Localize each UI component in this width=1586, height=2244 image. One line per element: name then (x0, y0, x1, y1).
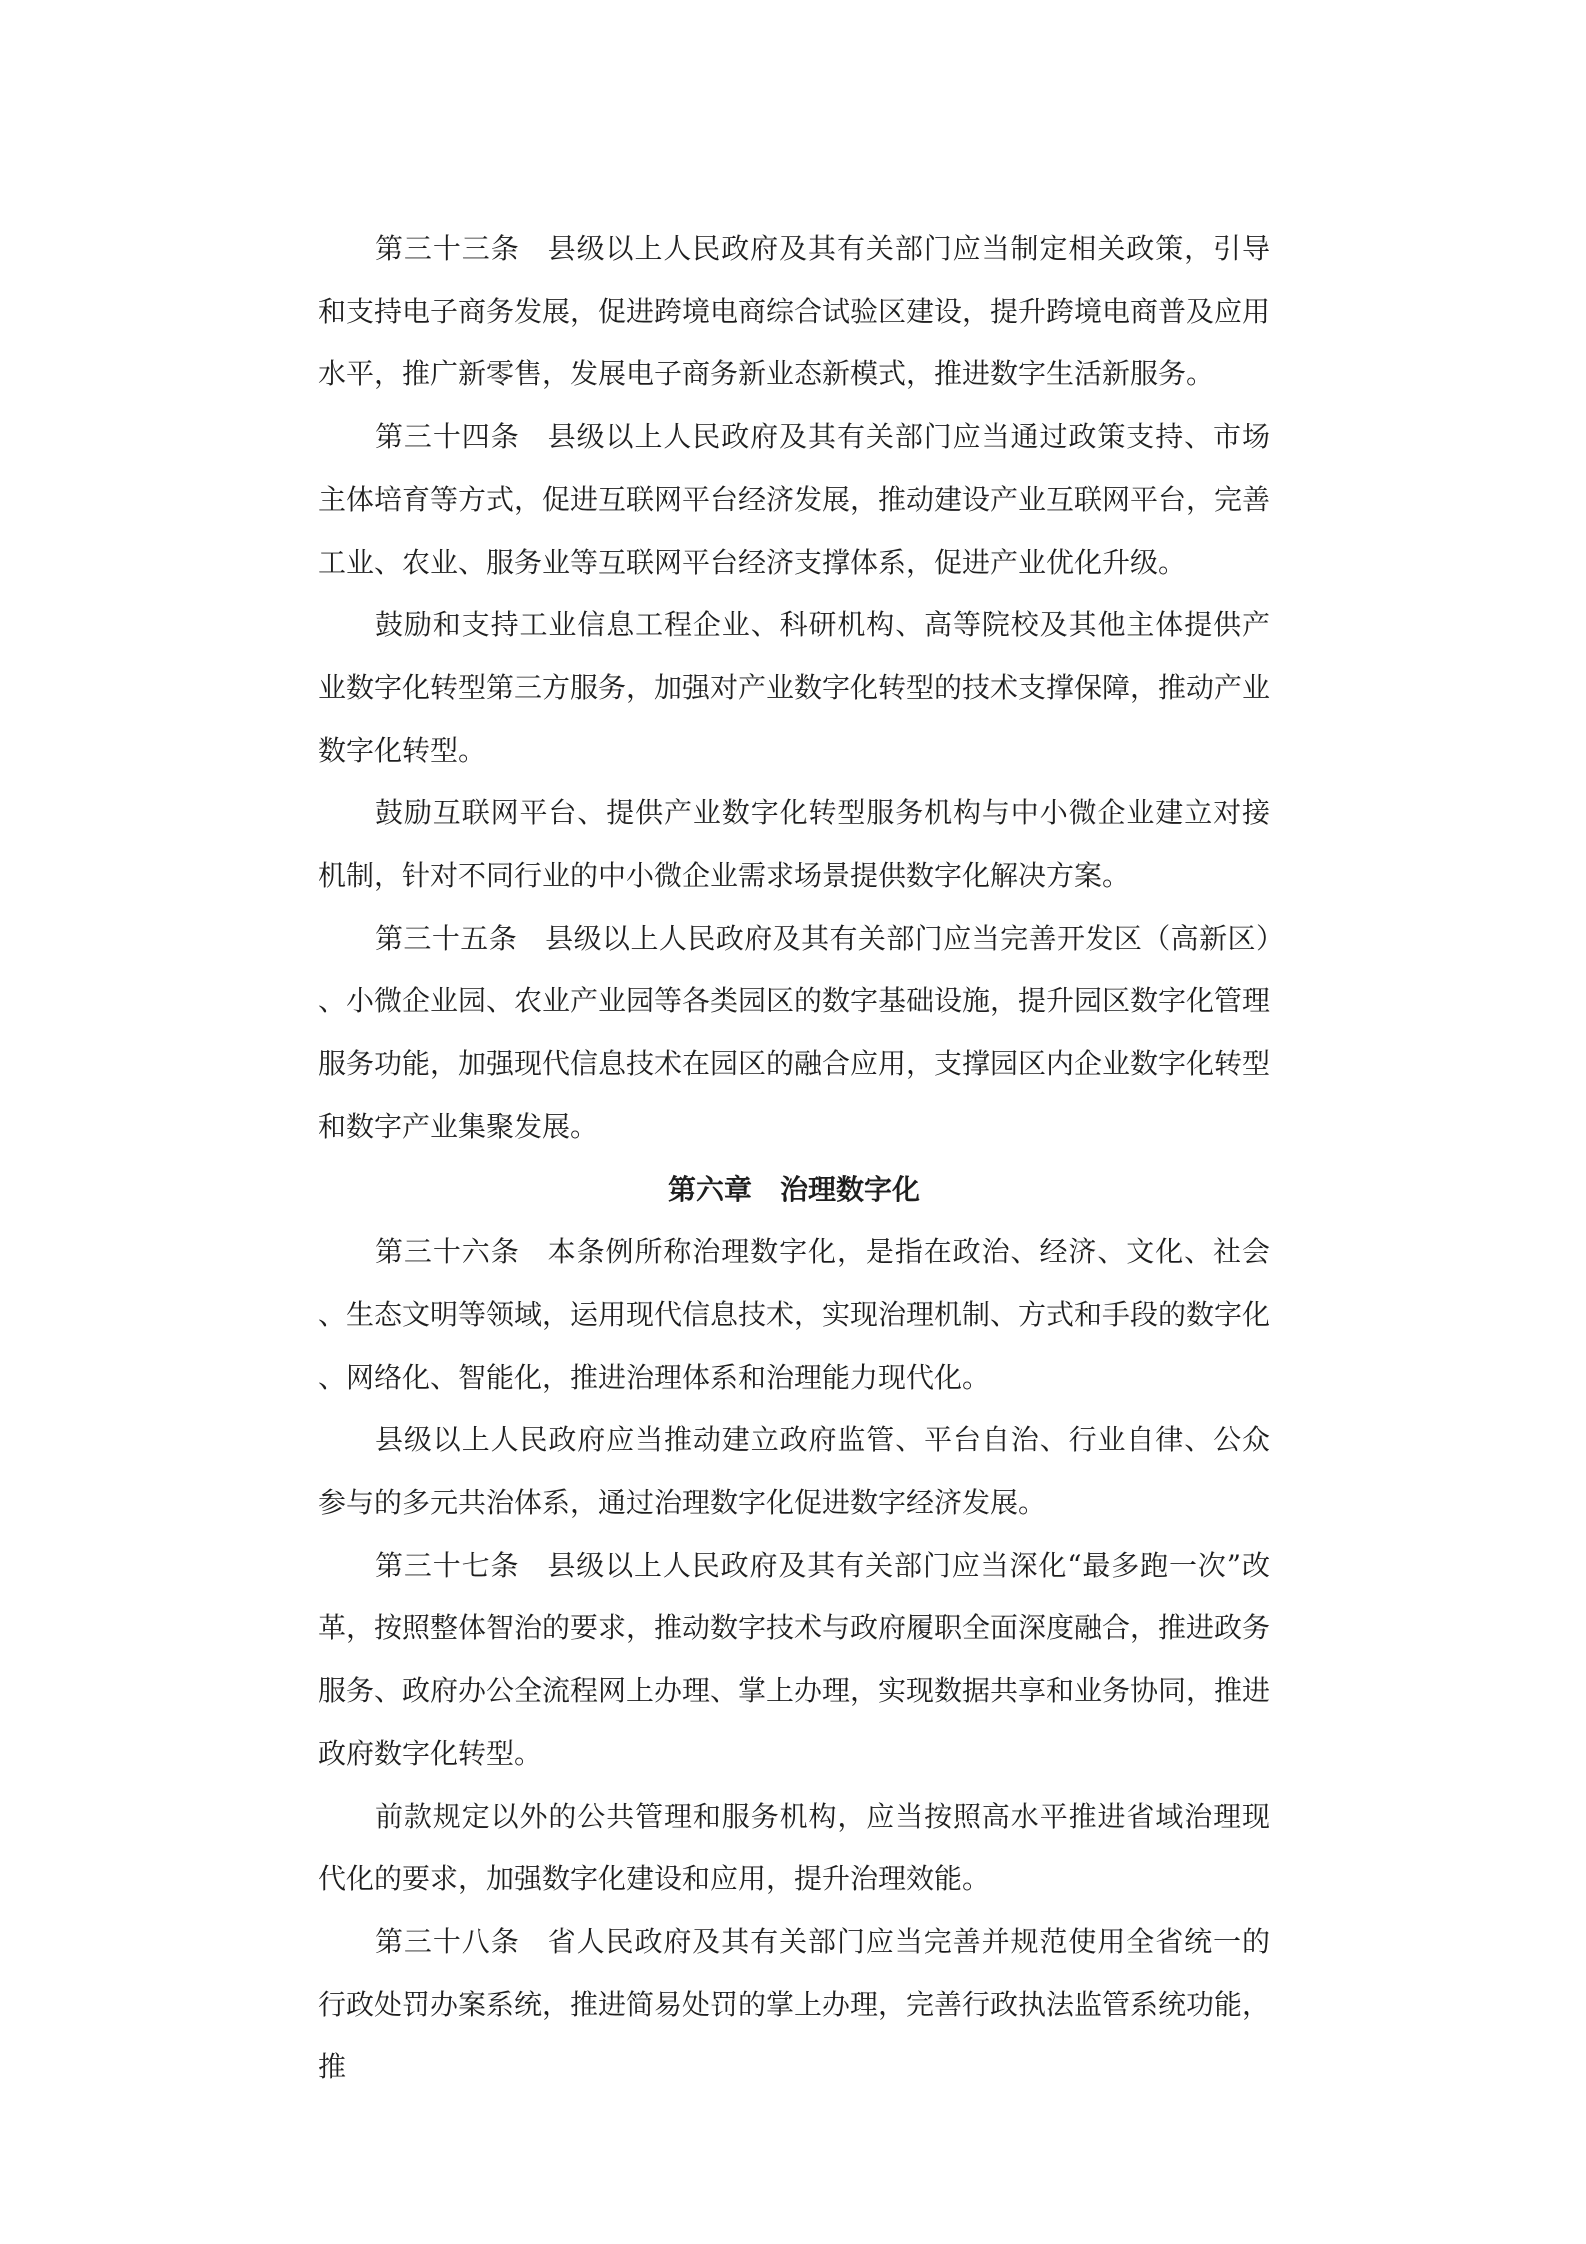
article-34-paragraph (318, 406, 1270, 594)
clause-text: 鼓励和支持工业信息工程企业、科研机构、高等院校及其他主体提供产业数字化转型第三方服务，加强对产业数字化转型的技术支撑保障，推动产业数字化转型。 (318, 608, 1271, 767)
article-35-paragraph (318, 908, 1270, 1159)
article-text: 县级以上人民政府及其有关部门应当通过政策支持、市场主体培育等方式，促进互联网平台经济发展，推动建设产业互联网平台，完善工业、农业、服务业等互联网平台经济支撑体系，促进产业优化升级。 (318, 420, 1271, 579)
document-page (318, 218, 1270, 2099)
article-34-clause-2 (318, 594, 1270, 782)
article-37-paragraph (318, 1535, 1270, 1786)
article-36-clause-2 (318, 1409, 1270, 1534)
article-34-clause-3 (318, 782, 1270, 907)
article-33-paragraph (318, 218, 1270, 406)
article-number: 第三十八条 (375, 1924, 520, 1958)
article-text: 本条例所称治理数字化，是指在政治、经济、文化、社会、生态文明等领域，运用现代信息技术，实现治理机制、方式和手段的数字化、网络化、智能化，推进治理体系和治理能力现代化。 (318, 1235, 1271, 1394)
clause-text: 前款规定以外的公共管理和服务机构，应当按照高水平推进省域治理现代化的要求，加强数字化建设和应用，提升治理效能。 (318, 1799, 1270, 1896)
clause-text: 鼓励互联网平台、提供产业数字化转型服务机构与中小微企业建立对接机制，针对不同行业的中小微企业需求场景提供数字化解决方案。 (318, 796, 1270, 893)
chapter-number: 第六章 (667, 1172, 752, 1206)
article-text: 县级以上人民政府及其有关部门应当深化“最多跑一次”改革，按照整体智治的要求，推动数字技术与政府履职全面深度融合，推进政务服务、政府办公全流程网上办理、掌上办理，实现数据共享和业务协同，推进政府数字化转型。 (318, 1548, 1271, 1770)
article-text: 县级以上人民政府及其有关部门应当制定相关政策，引导和支持电子商务发展，促进跨境电商综合试验区建设，提升跨境电商普及应用水平，推广新零售，发展电子商务新业态新模式，推进数字生活新服务。 (318, 232, 1271, 391)
article-text: 省人民政府及其有关部门应当完善并规范使用全省统一的行政处罚办案系统，推进简易处罚的掌上办理，完善行政执法监管系统功能，推 (318, 1924, 1271, 2084)
article-38-paragraph (318, 1911, 1270, 2099)
chapter-title: 治理数字化 (780, 1172, 921, 1206)
article-number: 第三十六条 (375, 1235, 520, 1269)
article-text: 县级以上人民政府及其有关部门应当完善开发区（高新区）、小微企业园、农业产业园等各类园区的数字基础设施，提升园区数字化管理服务功能，加强现代信息技术在园区的融合应用，支撑园区内企业数字化转型和数字产业集聚发展。 (318, 921, 1271, 1143)
chapter-heading (318, 1159, 1270, 1222)
article-number: 第三十三条 (375, 232, 520, 265)
article-37-clause-2 (318, 1786, 1270, 1911)
article-number: 第三十七条 (375, 1548, 520, 1582)
clause-text: 县级以上人民政府应当推动建立政府监管、平台自治、行业自律、公众参与的多元共治体系，通过治理数字化促进数字经济发展。 (318, 1423, 1270, 1520)
article-number: 第三十四条 (375, 420, 520, 454)
article-number: 第三十五条 (375, 921, 518, 955)
article-36-paragraph (318, 1221, 1270, 1409)
